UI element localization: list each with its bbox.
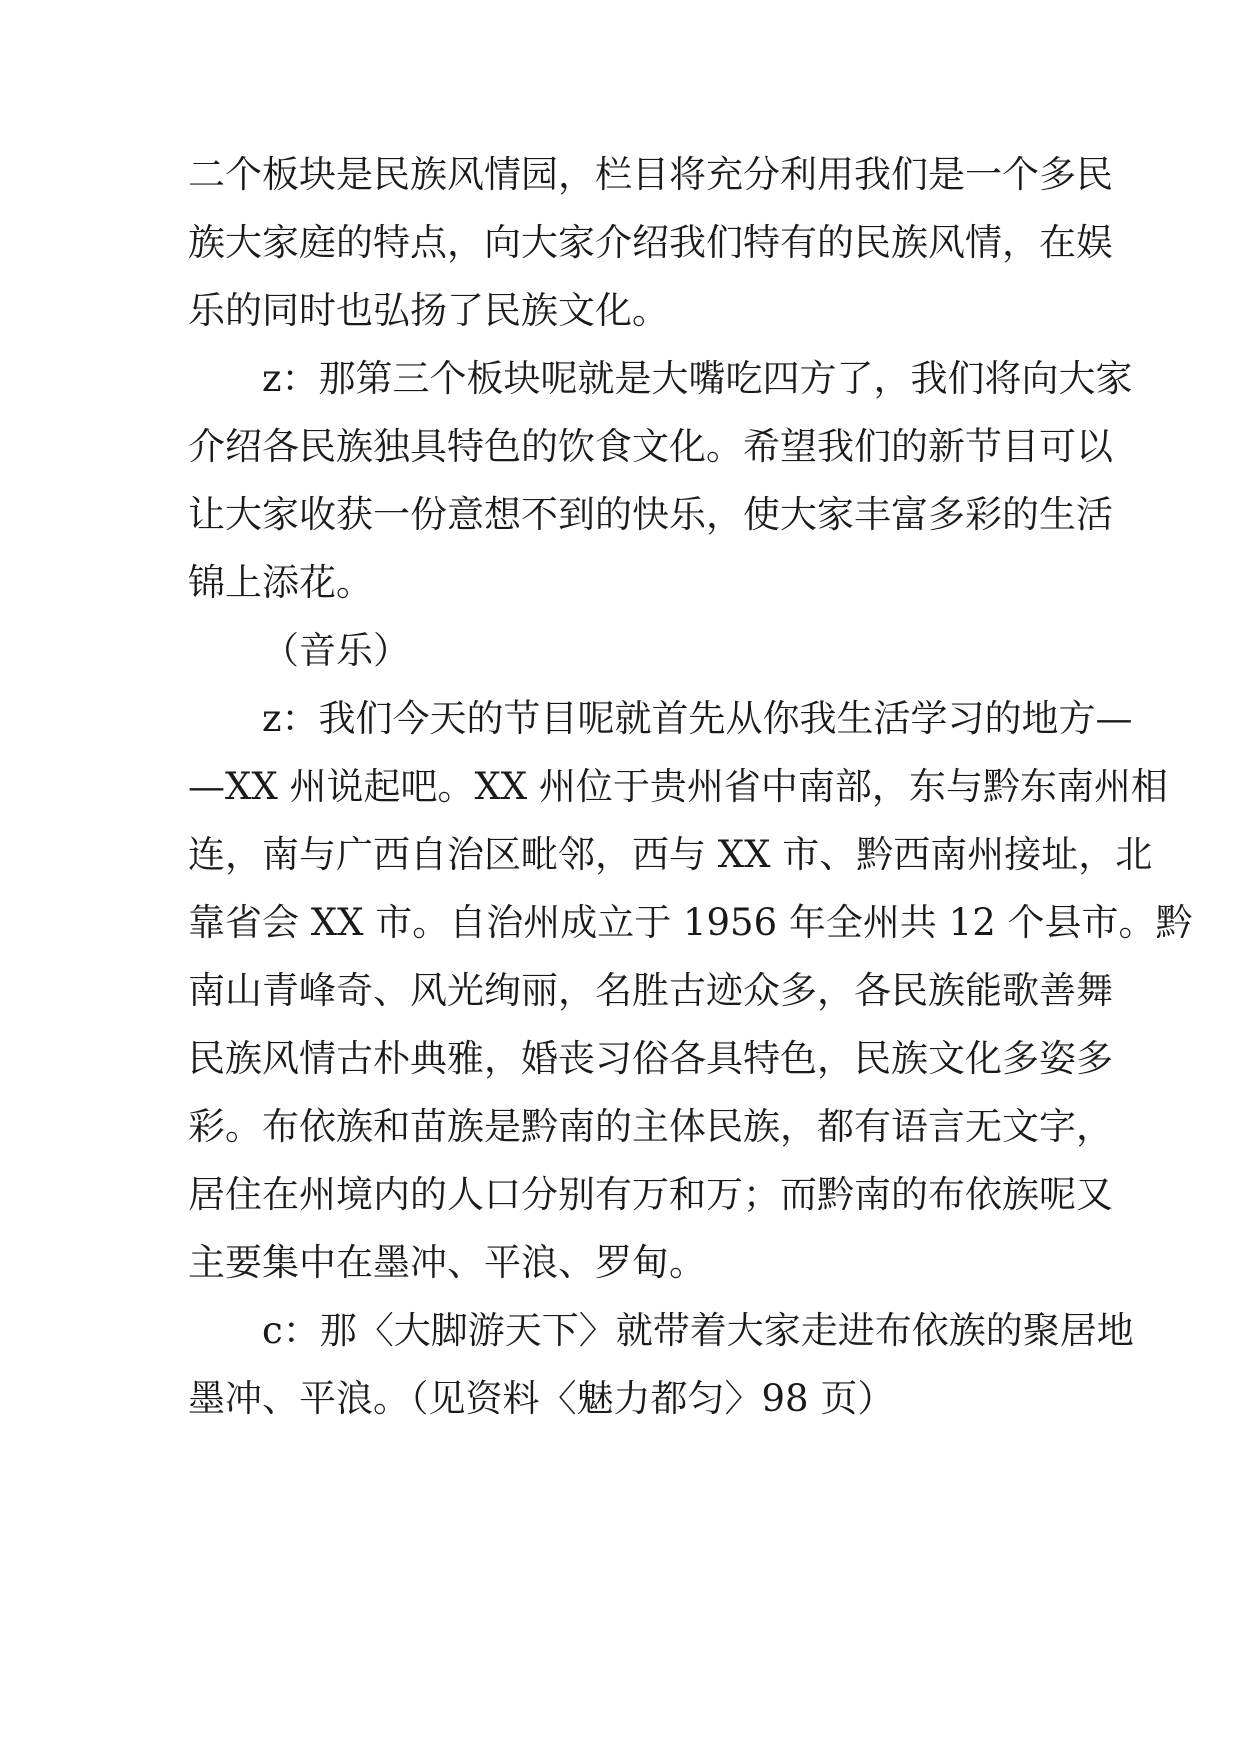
text-line: 乐的同时也弘扬了民族文化。 [188, 289, 669, 332]
text-line: 民族风情古朴典雅，婚丧习俗各具特色，民族文化多姿多 [188, 1037, 1113, 1080]
text-line: 墨冲、平浪。（见资料〈魅力都匀〉98 页） [188, 1377, 895, 1420]
text-line: z：那第三个板块呢就是大嘴吃四方了，我们将向大家 [262, 357, 1133, 400]
text-line: 彩。布依族和苗族是黔南的主体民族，都有语言无文字， [188, 1105, 1113, 1148]
text-line: 连，南与广西自治区毗邻，西与 XX 市、黔西南州接址，北 [188, 833, 1153, 876]
text-line: （音乐） [262, 629, 410, 672]
text-line: c：那〈大脚游天下〉就带着大家走进布依族的聚居地 [262, 1309, 1134, 1352]
text-line: —XX 州说起吧。XX 州位于贵州省中南部，东与黔东南州相 [188, 765, 1168, 808]
text-line: 介绍各民族独具特色的饮食文化。希望我们的新节目可以 [188, 425, 1113, 468]
text-line: 让大家收获一份意想不到的快乐，使大家丰富多彩的生活 [188, 493, 1113, 536]
text-line: 主要集中在墨冲、平浪、罗甸。 [188, 1241, 706, 1284]
text-line: 族大家庭的特点，向大家介绍我们特有的民族风情，在娱 [188, 221, 1113, 264]
text-line: 锦上添花。 [188, 561, 373, 604]
text-line: z：我们今天的节目呢就首先从你我生活学习的地方— [262, 697, 1133, 740]
text-line: 二个板块是民族风情园，栏目将充分利用我们是一个多民 [188, 153, 1113, 196]
text-line: 南山青峰奇、风光绚丽，名胜古迹众多，各民族能歌善舞 [188, 969, 1113, 1012]
text-line: 居住在州境内的人口分别有万和万；而黔南的布依族呢又 [188, 1173, 1113, 1216]
text-line: 靠省会 XX 市。自治州成立于 1956 年全州共 12 个县市。黔 [188, 901, 1193, 944]
